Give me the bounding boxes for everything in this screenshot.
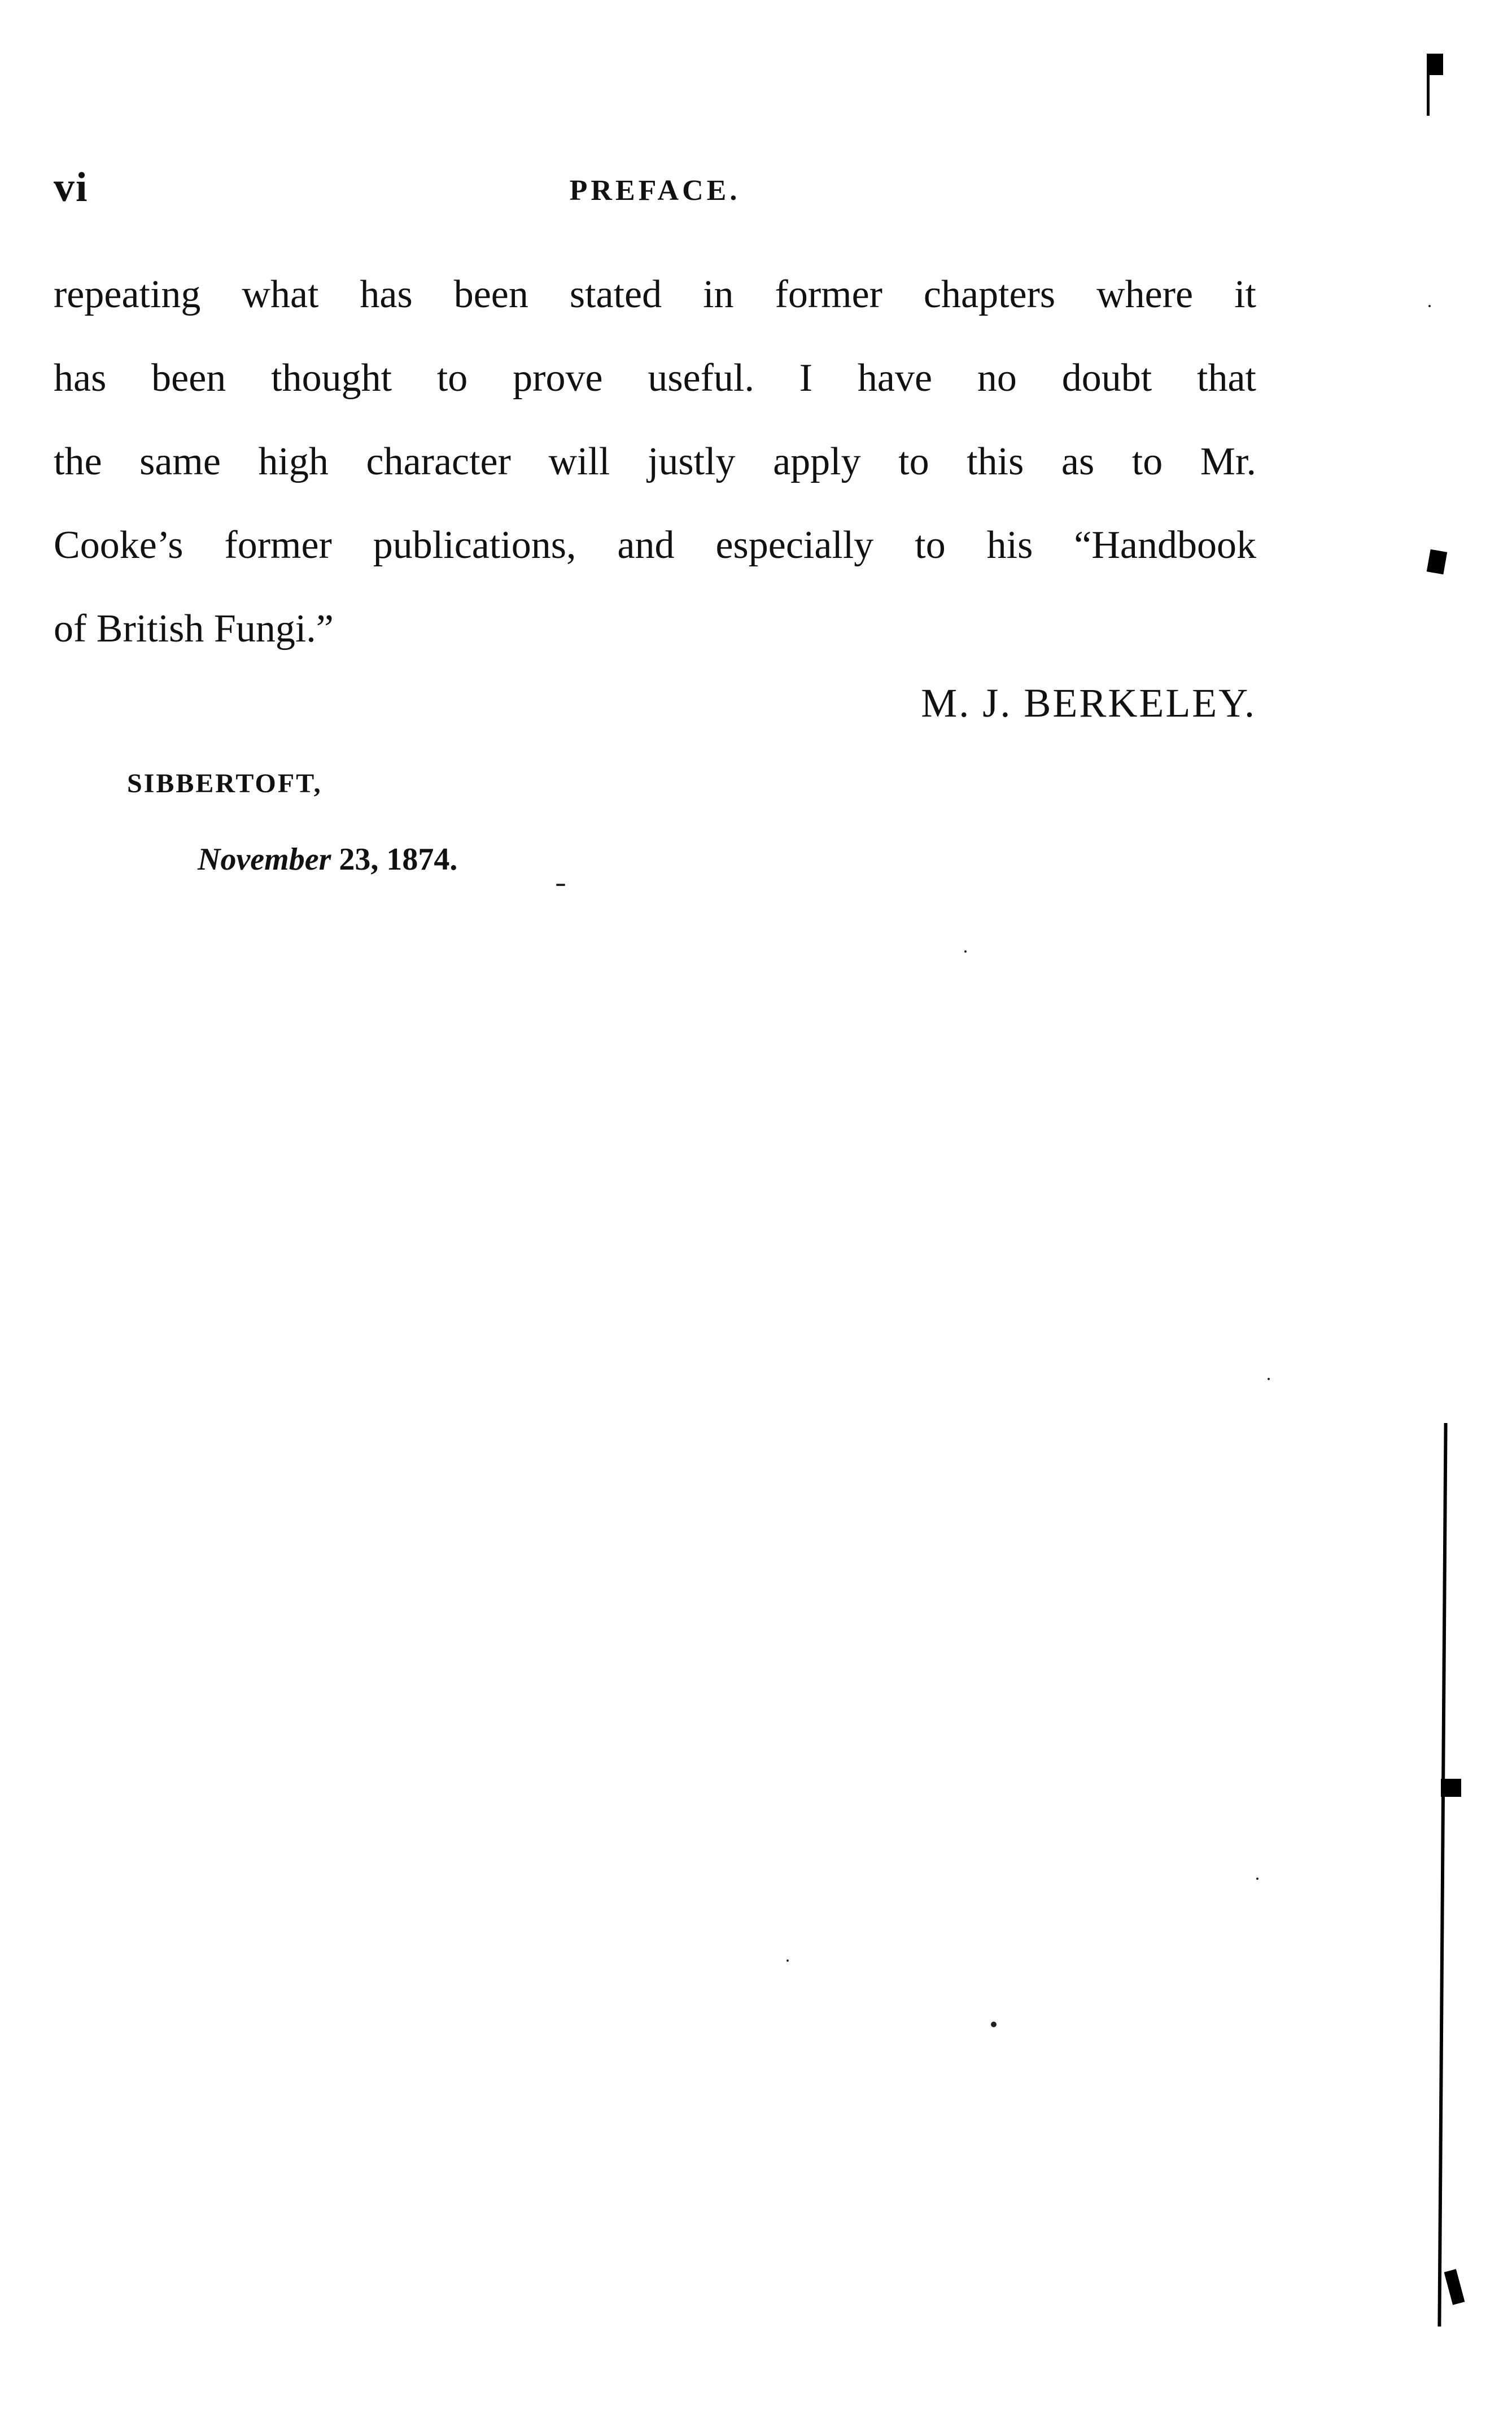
scan-binding-mark — [1441, 1779, 1461, 1797]
date-day-year: 23, 1874. — [331, 842, 458, 877]
scan-binding-mark — [1427, 54, 1430, 116]
preface-paragraph — [54, 253, 1256, 671]
scan-binding-mark — [1444, 2269, 1465, 2305]
scan-speck — [786, 1959, 789, 1962]
author-signature: M. J. BERKELEY. — [921, 680, 1256, 726]
running-head: PREFACE. — [569, 174, 741, 207]
dateline-date — [198, 841, 457, 878]
scan-speck — [1256, 1878, 1258, 1880]
page-header — [54, 164, 1256, 215]
text-line: Cooke’s former publications, and especially to his “Handbook — [54, 523, 1256, 567]
text-line: repeating what has been stated in former chapters where it — [54, 273, 1256, 316]
scan-speck — [1428, 305, 1431, 307]
scan-speck — [1268, 1378, 1270, 1380]
scan-binding-mark — [1428, 54, 1443, 75]
dateline-place: SIBBERTOFT, — [127, 769, 322, 798]
page-number: vi — [54, 164, 89, 211]
text-line: of British Fungi.” — [54, 607, 334, 651]
scan-speck — [556, 884, 565, 886]
text-line: the same high character will justly apply to this as to Mr. — [54, 440, 1256, 483]
text-line: has been thought to prove useful. I have no doubt that — [54, 356, 1256, 400]
scan-binding-line — [1437, 1423, 1447, 2327]
scan-binding-mark — [1427, 549, 1447, 575]
scan-speck — [991, 2022, 997, 2027]
date-month: November — [198, 842, 331, 877]
scan-speck — [964, 950, 967, 953]
